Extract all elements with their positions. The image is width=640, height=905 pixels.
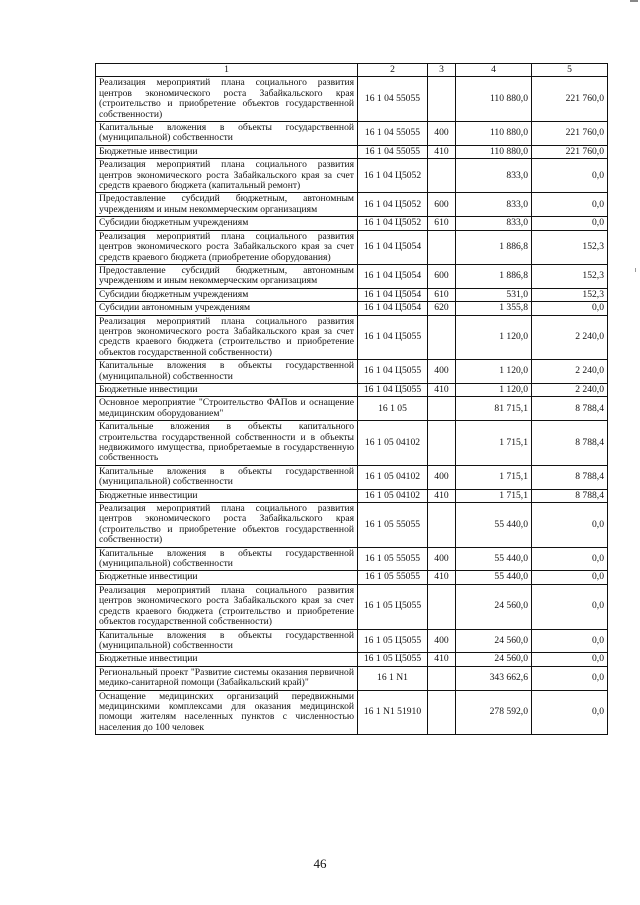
table-row [96, 288, 608, 301]
row-name-cell: Капитальные вложения в объекты государственной (муниципальной) собственности [96, 360, 358, 384]
row-name-cell: Бюджетные инвестиции [96, 145, 358, 158]
row-expense-type-cell [428, 584, 456, 629]
row-value-2-cell: 0,0 [532, 217, 608, 230]
row-value-1-cell: 833,0 [456, 193, 532, 217]
row-value-1-cell: 531,0 [456, 288, 532, 301]
row-value-1-cell: 110 880,0 [456, 145, 532, 158]
row-expense-type-cell [428, 230, 456, 264]
row-expense-type-cell: 410 [428, 489, 456, 502]
row-name-cell: Бюджетные инвестиции [96, 383, 358, 396]
row-expense-type-cell: 400 [428, 465, 456, 489]
row-code-cell: 16 1 04 Ц5052 [358, 193, 428, 217]
row-value-1-cell: 1 120,0 [456, 383, 532, 396]
row-value-2-cell: 0,0 [532, 584, 608, 629]
table-row [96, 397, 608, 421]
row-value-2-cell: 8 788,4 [532, 421, 608, 466]
row-expense-type-cell: 400 [428, 122, 456, 146]
row-expense-type-cell: 600 [428, 264, 456, 288]
row-code-cell: 16 1 05 Ц5055 [358, 584, 428, 629]
row-expense-type-cell: 610 [428, 217, 456, 230]
row-name-cell: Субсидии автономным учреждениям [96, 302, 358, 315]
row-value-2-cell: 8 788,4 [532, 397, 608, 421]
row-name-cell: Субсидии бюджетным учреждениям [96, 288, 358, 301]
table-row [96, 503, 608, 548]
column-header: 3 [428, 64, 456, 77]
row-value-1-cell: 55 440,0 [456, 503, 532, 548]
row-code-cell: 16 1 04 Ц5054 [358, 264, 428, 288]
row-name-cell: Реализация мероприятий плана социального развития центров экономического роста Забайкальского края за счет средств краевого бюджета (приобретение оборудования) [96, 230, 358, 264]
row-expense-type-cell: 410 [428, 571, 456, 584]
row-value-2-cell: 0,0 [532, 547, 608, 571]
row-value-1-cell: 24 560,0 [456, 629, 532, 653]
row-name-cell: Предоставление субсидий бюджетным, автономным учреждениям и иным некоммерческим организациям [96, 193, 358, 217]
row-name-cell: Реализация мероприятий плана социального развития центров экономического роста Забайкальского края за счет средств краевого бюджета (строительство и приобретение объектов государственной собственности) [96, 584, 358, 629]
row-code-cell: 16 1 05 04102 [358, 489, 428, 502]
row-value-2-cell: 221 760,0 [532, 145, 608, 158]
row-value-2-cell: 0,0 [532, 503, 608, 548]
row-expense-type-cell [428, 315, 456, 360]
scan-corner-mark [630, 0, 638, 2]
row-code-cell: 16 1 04 Ц5054 [358, 288, 428, 301]
table-row [96, 217, 608, 230]
row-value-2-cell: 221 760,0 [532, 122, 608, 146]
row-value-2-cell: 221 760,0 [532, 77, 608, 122]
row-name-cell: Основное мероприятие "Строительство ФАПов и оснащение медицинским оборудованием" [96, 397, 358, 421]
row-code-cell: 16 1 N1 51910 [358, 690, 428, 735]
table-row [96, 653, 608, 666]
row-value-1-cell: 110 880,0 [456, 122, 532, 146]
table-row [96, 193, 608, 217]
row-code-cell: 16 1 04 Ц5055 [358, 383, 428, 396]
budget-table [95, 63, 608, 735]
column-header: 4 [456, 64, 532, 77]
table-body [96, 77, 608, 735]
row-code-cell: 16 1 05 04102 [358, 421, 428, 466]
row-expense-type-cell: 600 [428, 193, 456, 217]
row-value-2-cell: 0,0 [532, 571, 608, 584]
row-value-2-cell: 0,0 [532, 629, 608, 653]
row-value-2-cell: 2 240,0 [532, 360, 608, 384]
row-code-cell: 16 1 04 Ц5052 [358, 217, 428, 230]
row-name-cell: Реализация мероприятий плана социального развития центров экономического роста Забайкальского края (строительство и приобретение объектов государственной собственности) [96, 77, 358, 122]
table-row [96, 666, 608, 690]
row-value-1-cell: 278 592,0 [456, 690, 532, 735]
table-row [96, 629, 608, 653]
row-name-cell: Капитальные вложения в объекты государственной (муниципальной) собственности [96, 629, 358, 653]
row-code-cell: 16 1 05 [358, 397, 428, 421]
row-value-1-cell: 343 662,6 [456, 666, 532, 690]
row-value-1-cell: 55 440,0 [456, 571, 532, 584]
row-code-cell: 16 1 04 Ц5054 [358, 230, 428, 264]
row-value-1-cell: 81 715,1 [456, 397, 532, 421]
row-code-cell: 16 1 05 Ц5055 [358, 653, 428, 666]
row-name-cell: Реализация мероприятий плана социального развития центров экономического роста Забайкальского края за счет средств краевого бюджета (капитальный ремонт) [96, 159, 358, 193]
row-value-1-cell: 24 560,0 [456, 653, 532, 666]
row-value-1-cell: 55 440,0 [456, 547, 532, 571]
row-code-cell: 16 1 04 55055 [358, 77, 428, 122]
row-value-2-cell: 0,0 [532, 159, 608, 193]
row-expense-type-cell [428, 159, 456, 193]
row-value-2-cell: 2 240,0 [532, 383, 608, 396]
table-row [96, 465, 608, 489]
row-expense-type-cell: 410 [428, 653, 456, 666]
table-row [96, 122, 608, 146]
row-expense-type-cell: 410 [428, 145, 456, 158]
row-expense-type-cell: 410 [428, 383, 456, 396]
row-name-cell: Капитальные вложения в объекты капитального строительства государственной собственности и в объекты недвижимого имущества, приобретаемые в государственную собственность [96, 421, 358, 466]
row-value-2-cell: 152,3 [532, 230, 608, 264]
row-value-2-cell: 2 240,0 [532, 315, 608, 360]
table-row [96, 302, 608, 315]
column-header: 2 [358, 64, 428, 77]
row-name-cell: Субсидии бюджетным учреждениям [96, 217, 358, 230]
table-row [96, 383, 608, 396]
row-expense-type-cell [428, 397, 456, 421]
row-expense-type-cell [428, 666, 456, 690]
row-code-cell: 16 1 04 Ц5055 [358, 315, 428, 360]
row-name-cell: Капитальные вложения в объекты государственной (муниципальной) собственности [96, 465, 358, 489]
table-row [96, 264, 608, 288]
row-value-1-cell: 1 120,0 [456, 315, 532, 360]
scan-margin-mark [635, 268, 636, 272]
table-row [96, 489, 608, 502]
row-name-cell: Бюджетные инвестиции [96, 571, 358, 584]
row-value-2-cell: 0,0 [532, 193, 608, 217]
row-code-cell: 16 1 05 55055 [358, 503, 428, 548]
row-value-2-cell: 0,0 [532, 302, 608, 315]
row-value-2-cell: 8 788,4 [532, 489, 608, 502]
row-expense-type-cell: 610 [428, 288, 456, 301]
row-expense-type-cell: 400 [428, 547, 456, 571]
table-row [96, 145, 608, 158]
row-value-1-cell: 1 355,8 [456, 302, 532, 315]
row-name-cell: Предоставление субсидий бюджетным, автономным учреждениям и иным некоммерческим организациям [96, 264, 358, 288]
row-value-1-cell: 1 715,1 [456, 489, 532, 502]
row-code-cell: 16 1 04 55055 [358, 122, 428, 146]
row-expense-type-cell: 400 [428, 629, 456, 653]
table-row [96, 77, 608, 122]
row-code-cell: 16 1 04 Ц5052 [358, 159, 428, 193]
row-value-1-cell: 24 560,0 [456, 584, 532, 629]
row-value-1-cell: 833,0 [456, 159, 532, 193]
row-value-1-cell: 833,0 [456, 217, 532, 230]
row-value-2-cell: 0,0 [532, 690, 608, 735]
row-code-cell: 16 1 05 04102 [358, 465, 428, 489]
row-value-1-cell: 1 715,1 [456, 421, 532, 466]
column-header: 1 [96, 64, 358, 77]
row-name-cell: Реализация мероприятий плана социального развития центров экономического роста Забайкальского края за счет средств краевого бюджета (строительство и приобретение объектов государственной собственности) [96, 315, 358, 360]
table-row [96, 690, 608, 735]
row-code-cell: 16 1 04 Ц5054 [358, 302, 428, 315]
row-name-cell: Региональный проект "Развитие системы оказания первичной медико-санитарной помощи (Забайкальский край)" [96, 666, 358, 690]
row-name-cell: Капитальные вложения в объекты государственной (муниципальной) собственности [96, 547, 358, 571]
row-expense-type-cell [428, 690, 456, 735]
row-code-cell: 16 1 05 55055 [358, 547, 428, 571]
row-expense-type-cell: 620 [428, 302, 456, 315]
row-code-cell: 16 1 05 Ц5055 [358, 629, 428, 653]
table-row [96, 571, 608, 584]
row-value-2-cell: 0,0 [532, 666, 608, 690]
row-name-cell: Реализация мероприятий плана социального развития центров экономического роста Забайкальского края (строительство и приобретение объектов государственной собственности) [96, 503, 358, 548]
page-number: 46 [313, 856, 327, 871]
row-code-cell: 16 1 05 55055 [358, 571, 428, 584]
table-header-row [96, 64, 608, 77]
row-code-cell: 16 1 04 Ц5055 [358, 360, 428, 384]
row-value-2-cell: 0,0 [532, 653, 608, 666]
row-name-cell: Бюджетные инвестиции [96, 489, 358, 502]
row-code-cell: 16 1 N1 [358, 666, 428, 690]
row-name-cell: Капитальные вложения в объекты государственной (муниципальной) собственности [96, 122, 358, 146]
column-header: 5 [532, 64, 608, 77]
row-value-2-cell: 152,3 [532, 288, 608, 301]
table-row [96, 360, 608, 384]
row-value-1-cell: 1 120,0 [456, 360, 532, 384]
table-row [96, 315, 608, 360]
row-expense-type-cell [428, 421, 456, 466]
row-value-2-cell: 152,3 [532, 264, 608, 288]
row-value-1-cell: 1 886,8 [456, 230, 532, 264]
table-row [96, 547, 608, 571]
row-value-1-cell: 110 880,0 [456, 77, 532, 122]
row-value-2-cell: 8 788,4 [532, 465, 608, 489]
row-value-1-cell: 1 715,1 [456, 465, 532, 489]
table-row [96, 584, 608, 629]
row-code-cell: 16 1 04 55055 [358, 145, 428, 158]
row-name-cell: Оснащение медицинских организаций передвижными медицинскими комплексами для оказания медицинской помощи жителям населенных пунктов с численностью населения до 100 человек [96, 690, 358, 735]
row-expense-type-cell [428, 77, 456, 122]
row-expense-type-cell [428, 503, 456, 548]
table-row [96, 421, 608, 466]
row-value-1-cell: 1 886,8 [456, 264, 532, 288]
row-expense-type-cell: 400 [428, 360, 456, 384]
row-name-cell: Бюджетные инвестиции [96, 653, 358, 666]
table-row [96, 230, 608, 264]
table-row [96, 159, 608, 193]
